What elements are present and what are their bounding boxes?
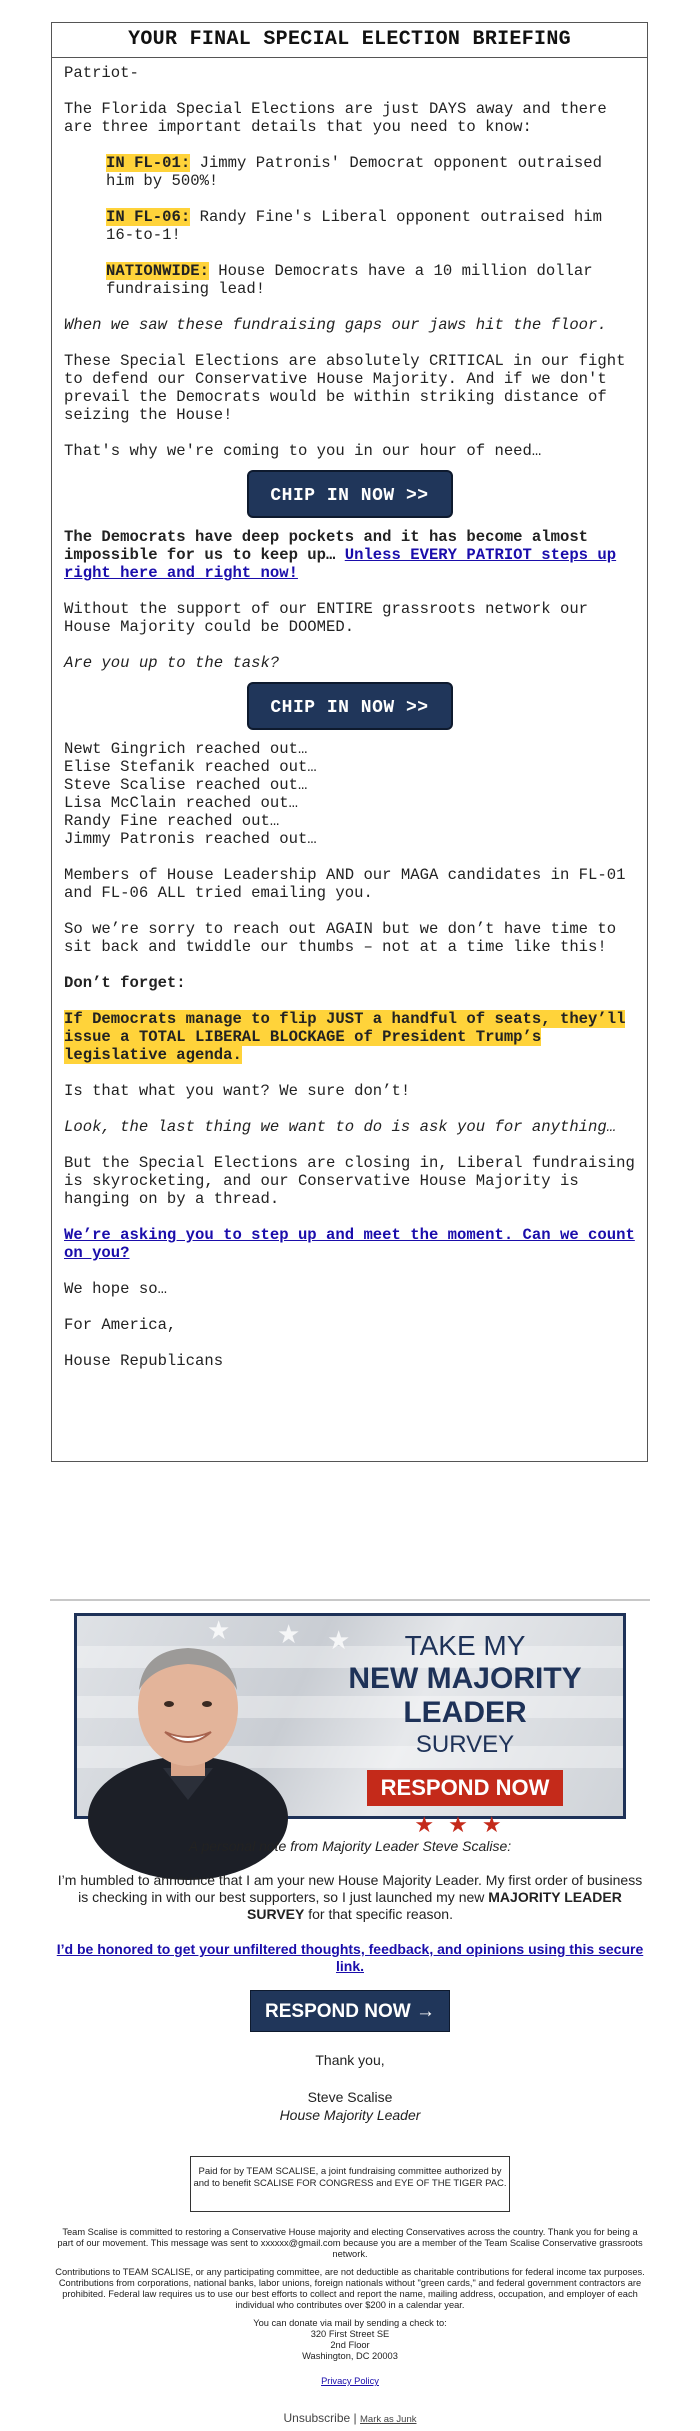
task-paragraph: Are you up to the task? — [64, 654, 280, 672]
need-paragraph: That's why we're coming to you in our hour of need… — [64, 442, 542, 460]
detail-label: NATIONWIDE: — [106, 262, 209, 280]
footer-separator: | — [353, 2411, 357, 2425]
committed-text: Team Scalise is committed to restoring a Conservative House majority and electing Conservatives across the country. Thank you for being a part of our movement. This message was sent to xxxxxx@gmail.com because you are a member of the Team Scalise Conservative grassroots network. — [57, 2227, 643, 2259]
detail-nationwide — [106, 262, 635, 298]
mail-address-block — [55, 2318, 645, 2362]
every-patriot-link[interactable]: Unless EVERY PATRIOT steps up right here and right now! — [64, 546, 617, 582]
detail-fl01 — [106, 154, 635, 190]
section-divider — [50, 1599, 650, 1601]
reached-out-item: Randy Fine reached out… — [64, 812, 280, 830]
reached-out-item: Steve Scalise reached out… — [64, 776, 308, 794]
address-line: 2nd Floor — [330, 2340, 370, 2350]
chip-in-button-2[interactable]: CHIP IN NOW >> — [247, 682, 453, 730]
reached-out-item: Jimmy Patronis reached out… — [64, 830, 317, 848]
detail-text: Jimmy Patronis' Democrat opponent outraised him by 500%! — [106, 154, 602, 190]
greeting: Patriot- — [64, 64, 139, 82]
star-icon: ★ — [327, 1626, 351, 1655]
signature-title: House Majority Leader — [279, 2107, 421, 2123]
reached-out-item: Lisa McClain reached out… — [64, 794, 298, 812]
contributions-text: Contributions to TEAM SCALISE, or any participating committee, are not deductible as charitable contributions for federal income tax purposes. Contributions from corporations, national banks, labor unions, foreign nationals without "green cards," and federal government contractors are prohibited. Federal law requires us to use our best efforts to collect and report the name, mailing address, occupation, and employer of each individual who contributes over $200 in a calendar year. — [55, 2267, 645, 2310]
note-body-post: for that specific reason. — [304, 1906, 453, 1922]
deep-pockets-text: The Democrats have deep pockets and it has become almost impossible for us to keep up… — [64, 528, 589, 564]
banner-line-2: NEW MAJORITY LEADER — [348, 1662, 582, 1729]
briefing-box — [51, 22, 648, 1462]
banner-text — [315, 1630, 615, 1838]
banner-line-3: SURVEY — [415, 1731, 515, 1758]
briefing-title: YOUR FINAL SPECIAL ELECTION BRIEFING — [52, 23, 647, 58]
note-body — [55, 1872, 645, 1923]
star-icon: ★ — [207, 1616, 231, 1645]
respond-now-button[interactable]: RESPOND NOW → — [250, 1990, 450, 2032]
secure-link[interactable]: I’d be honored to get your unfiltered thoughts, feedback, and opinions using this secure link. — [56, 1941, 644, 1974]
banner-respond-button[interactable]: RESPOND NOW — [367, 1770, 564, 1806]
asking-paragraph — [64, 1226, 635, 1262]
deep-pockets-paragraph — [64, 528, 635, 582]
survey-banner[interactable] — [74, 1613, 626, 1837]
look-paragraph: Look, the last thing we want to do is ask you for anything… — [64, 1118, 617, 1136]
address-line: Washington, DC 20003 — [302, 2351, 398, 2361]
signoff: House Republicans — [64, 1352, 224, 1370]
note-title: A personal note from Majority Leader Steve Scalise: — [188, 1838, 512, 1854]
detail-text: House Democrats have a 10 million dollar fundraising lead! — [106, 262, 593, 298]
members-paragraph: Members of House Leadership AND our MAGA candidates in FL-01 and FL-06 ALL tried emailing you. — [64, 866, 626, 902]
detail-label: IN FL-06: — [106, 208, 191, 226]
closing-in-paragraph: But the Special Elections are closing in, Liberal fundraising is skyrocketing, and our Conservative House Majority is hanging on by a thread. — [64, 1154, 635, 1208]
briefing-body — [52, 58, 647, 1370]
warning-highlight: If Democrats manage to flip JUST a handful of seats, they’ll issue a TOTAL LIBERAL BLOCKAGE of President Trump’s legislative agenda. — [64, 1010, 626, 1064]
for-america: For America, — [64, 1316, 177, 1334]
scalise-portrait — [83, 1628, 303, 1816]
mail-intro: You can donate via mail by sending a check to: — [253, 2318, 447, 2328]
thank-you: Thank you, — [315, 2052, 385, 2068]
reached-out-item: Elise Stefanik reached out… — [64, 758, 317, 776]
banner-line-1: TAKE MY — [404, 1630, 526, 1661]
footer-links — [50, 2411, 650, 2425]
warning-paragraph — [64, 1010, 635, 1064]
detail-fl06 — [106, 208, 635, 244]
unsubscribe-link[interactable]: Unsubscribe — [283, 2411, 351, 2425]
note-body-pre: I’m humbled to announce that I am your new House Majority Leader. My first order of business is checking in with our best supporters, so I just launched my new — [57, 1872, 643, 1905]
jaws-paragraph: When we saw these fundraising gaps our jaws hit the floor. — [64, 316, 607, 334]
mark-as-junk-link[interactable]: Mark as Junk — [360, 2414, 417, 2425]
hope-paragraph: We hope so… — [64, 1280, 167, 1298]
critical-paragraph: These Special Elections are absolutely CRITICAL in our fight to defend our Conservative House Majority. And if we don't prevail the Democrats would be within striking distance of seizing the House! — [64, 352, 626, 424]
stars-icon: ★★★ — [414, 1812, 516, 1837]
sorry-paragraph: So we’re sorry to reach out AGAIN but we don’t have time to sit back and twiddle our thumbs – not at a time like this! — [64, 920, 617, 956]
privacy-policy-link[interactable]: Privacy Policy — [321, 2376, 379, 2386]
detail-text: Randy Fine's Liberal opponent outraised him 16-to-1! — [106, 208, 602, 244]
chip-in-button-1[interactable]: CHIP IN NOW >> — [247, 470, 453, 518]
note-body-bold: MAJORITY LEADER SURVEY — [247, 1889, 622, 1922]
want-paragraph: Is that what you want? We sure don’t! — [64, 1082, 411, 1100]
reached-out-item: Newt Gingrich reached out… — [64, 740, 308, 758]
paid-for-box: Paid for by TEAM SCALISE, a joint fundraising committee authorized by and to benefit SCALISE FOR CONGRESS and EYE OF THE TIGER PAC. — [190, 2156, 510, 2212]
detail-label: IN FL-01: — [106, 154, 191, 172]
signature-name: Steve Scalise — [307, 2089, 393, 2105]
doomed-paragraph: Without the support of our ENTIRE grassroots network our House Majority could be DOOMED. — [64, 600, 589, 636]
step-up-link[interactable]: We’re asking you to step up and meet the moment. Can we count on you? — [64, 1226, 635, 1262]
intro-paragraph: The Florida Special Elections are just DAYS away and there are three important details that you need to know: — [64, 100, 607, 136]
star-icon: ★ — [277, 1620, 301, 1649]
dont-forget: Don’t forget: — [64, 974, 186, 992]
address-line: 320 First Street SE — [310, 2329, 390, 2339]
